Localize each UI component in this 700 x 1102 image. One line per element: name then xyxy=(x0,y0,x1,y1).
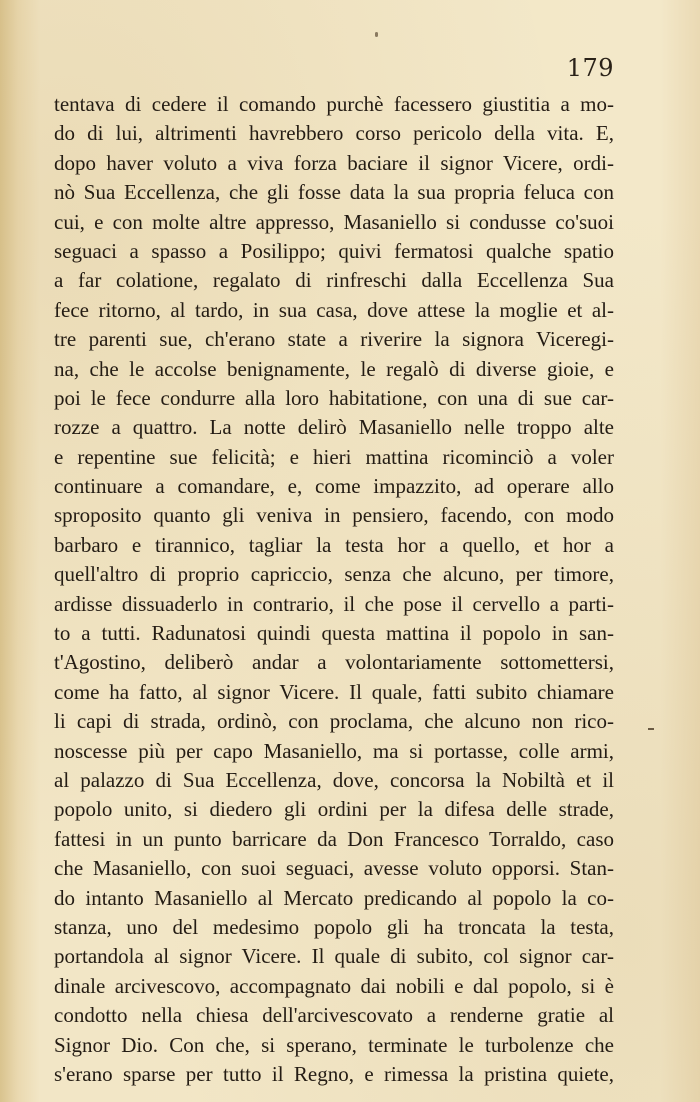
text-line: portandola al signor Vicere. Il quale di subito, col signor car- xyxy=(54,944,614,969)
text-line: popolo unito, si diedero gli ordini per la difesa delle strade, xyxy=(54,797,614,822)
text-line: stanza, uno del medesimo popolo gli ha troncata la testa, xyxy=(54,914,614,939)
text-line: barbaro e tirannico, tagliar la testa hor a quello, et hor a xyxy=(54,532,614,557)
text-line: na, che le accolse benignamente, le regalò di diverse gioie, e xyxy=(54,356,614,381)
text-line: tentava di cedere il comando purchè facessero giustitia a mo- xyxy=(54,92,614,116)
text-line: s'erano sparse per tutto il Regno, e rimessa la pristina quiete, xyxy=(54,1061,614,1086)
text-line: e repentine sue felicità; e hieri mattina ricominciò a voler xyxy=(54,444,614,469)
ink-speck xyxy=(375,32,378,37)
text-line: t'Agostino, deliberò andar a volontariamente sottomettersi, xyxy=(54,650,614,675)
text-line: do intanto Masaniello al Mercato predicando al popolo la co- xyxy=(54,885,614,910)
text-line: li capi di strada, ordinò, con proclama, che alcuno non rico- xyxy=(54,709,614,734)
text-line: al palazzo di Sua Eccellenza, dove, concorsa la Nobiltà et il xyxy=(54,767,614,792)
text-line: poi le fece condurre alla loro habitatione, con una di sue car- xyxy=(54,385,614,410)
text-line: do di lui, altrimenti havrebbero corso pericolo della vita. E, xyxy=(54,121,614,146)
body-text xyxy=(54,90,614,1089)
text-line: ardisse dissuaderlo in contrario, il che pose il cervello a parti- xyxy=(54,591,614,616)
text-line: to a tutti. Radunatosi quindi questa mattina il popolo in san- xyxy=(54,621,614,646)
text-line: rozze a quattro. La notte delirò Masaniello nelle troppo alte xyxy=(54,415,614,440)
text-line: Signor Dio. Con che, si sperano, terminate le turbolenze che xyxy=(54,1032,614,1057)
text-line: tre parenti sue, ch'erano state a riverire la signora Viceregi- xyxy=(54,327,614,352)
text-line: come ha fatto, al signor Vicere. Il quale, fatti subito chiamare xyxy=(54,679,614,704)
text-line: nò Sua Eccellenza, che gli fosse data la sua propria feluca con xyxy=(54,180,614,205)
text-line: dopo haver voluto a viva forza baciare il signor Vicere, ordi- xyxy=(54,150,614,175)
text-line: a far colatione, regalato di rinfreschi dalla Eccellenza Sua xyxy=(54,268,614,293)
margin-mark xyxy=(648,728,654,730)
text-line: dinale arcivescovo, accompagnato dai nobili e dal popolo, si è xyxy=(54,973,614,998)
text-line: seguaci a spasso a Posilippo; quivi fermatosi qualche spatio xyxy=(54,238,614,263)
page-number: 179 xyxy=(566,54,614,82)
text-line: fattesi in un punto barricare da Don Francesco Torraldo, caso xyxy=(54,826,614,851)
text-line: cui, e con molte altre appresso, Masaniello si condusse co'suoi xyxy=(54,209,614,234)
text-line: quell'altro di proprio capriccio, senza che alcuno, per timore, xyxy=(54,562,614,587)
text-line: continuare a comandare, e, come impazzito, ad operare allo xyxy=(54,474,614,499)
text-line: noscesse più per capo Masaniello, ma si portasse, colle armi, xyxy=(54,738,614,763)
text-line: sproposito quanto gli veniva in pensiero, facendo, con modo xyxy=(54,503,614,528)
text-line: condotto nella chiesa dell'arcivescovato a renderne gratie al xyxy=(54,1003,614,1028)
text-line: che Masaniello, con suoi seguaci, avesse voluto opporsi. Stan- xyxy=(54,856,614,881)
text-line: fece ritorno, al tardo, in sua casa, dove attese la moglie et al- xyxy=(54,297,614,322)
